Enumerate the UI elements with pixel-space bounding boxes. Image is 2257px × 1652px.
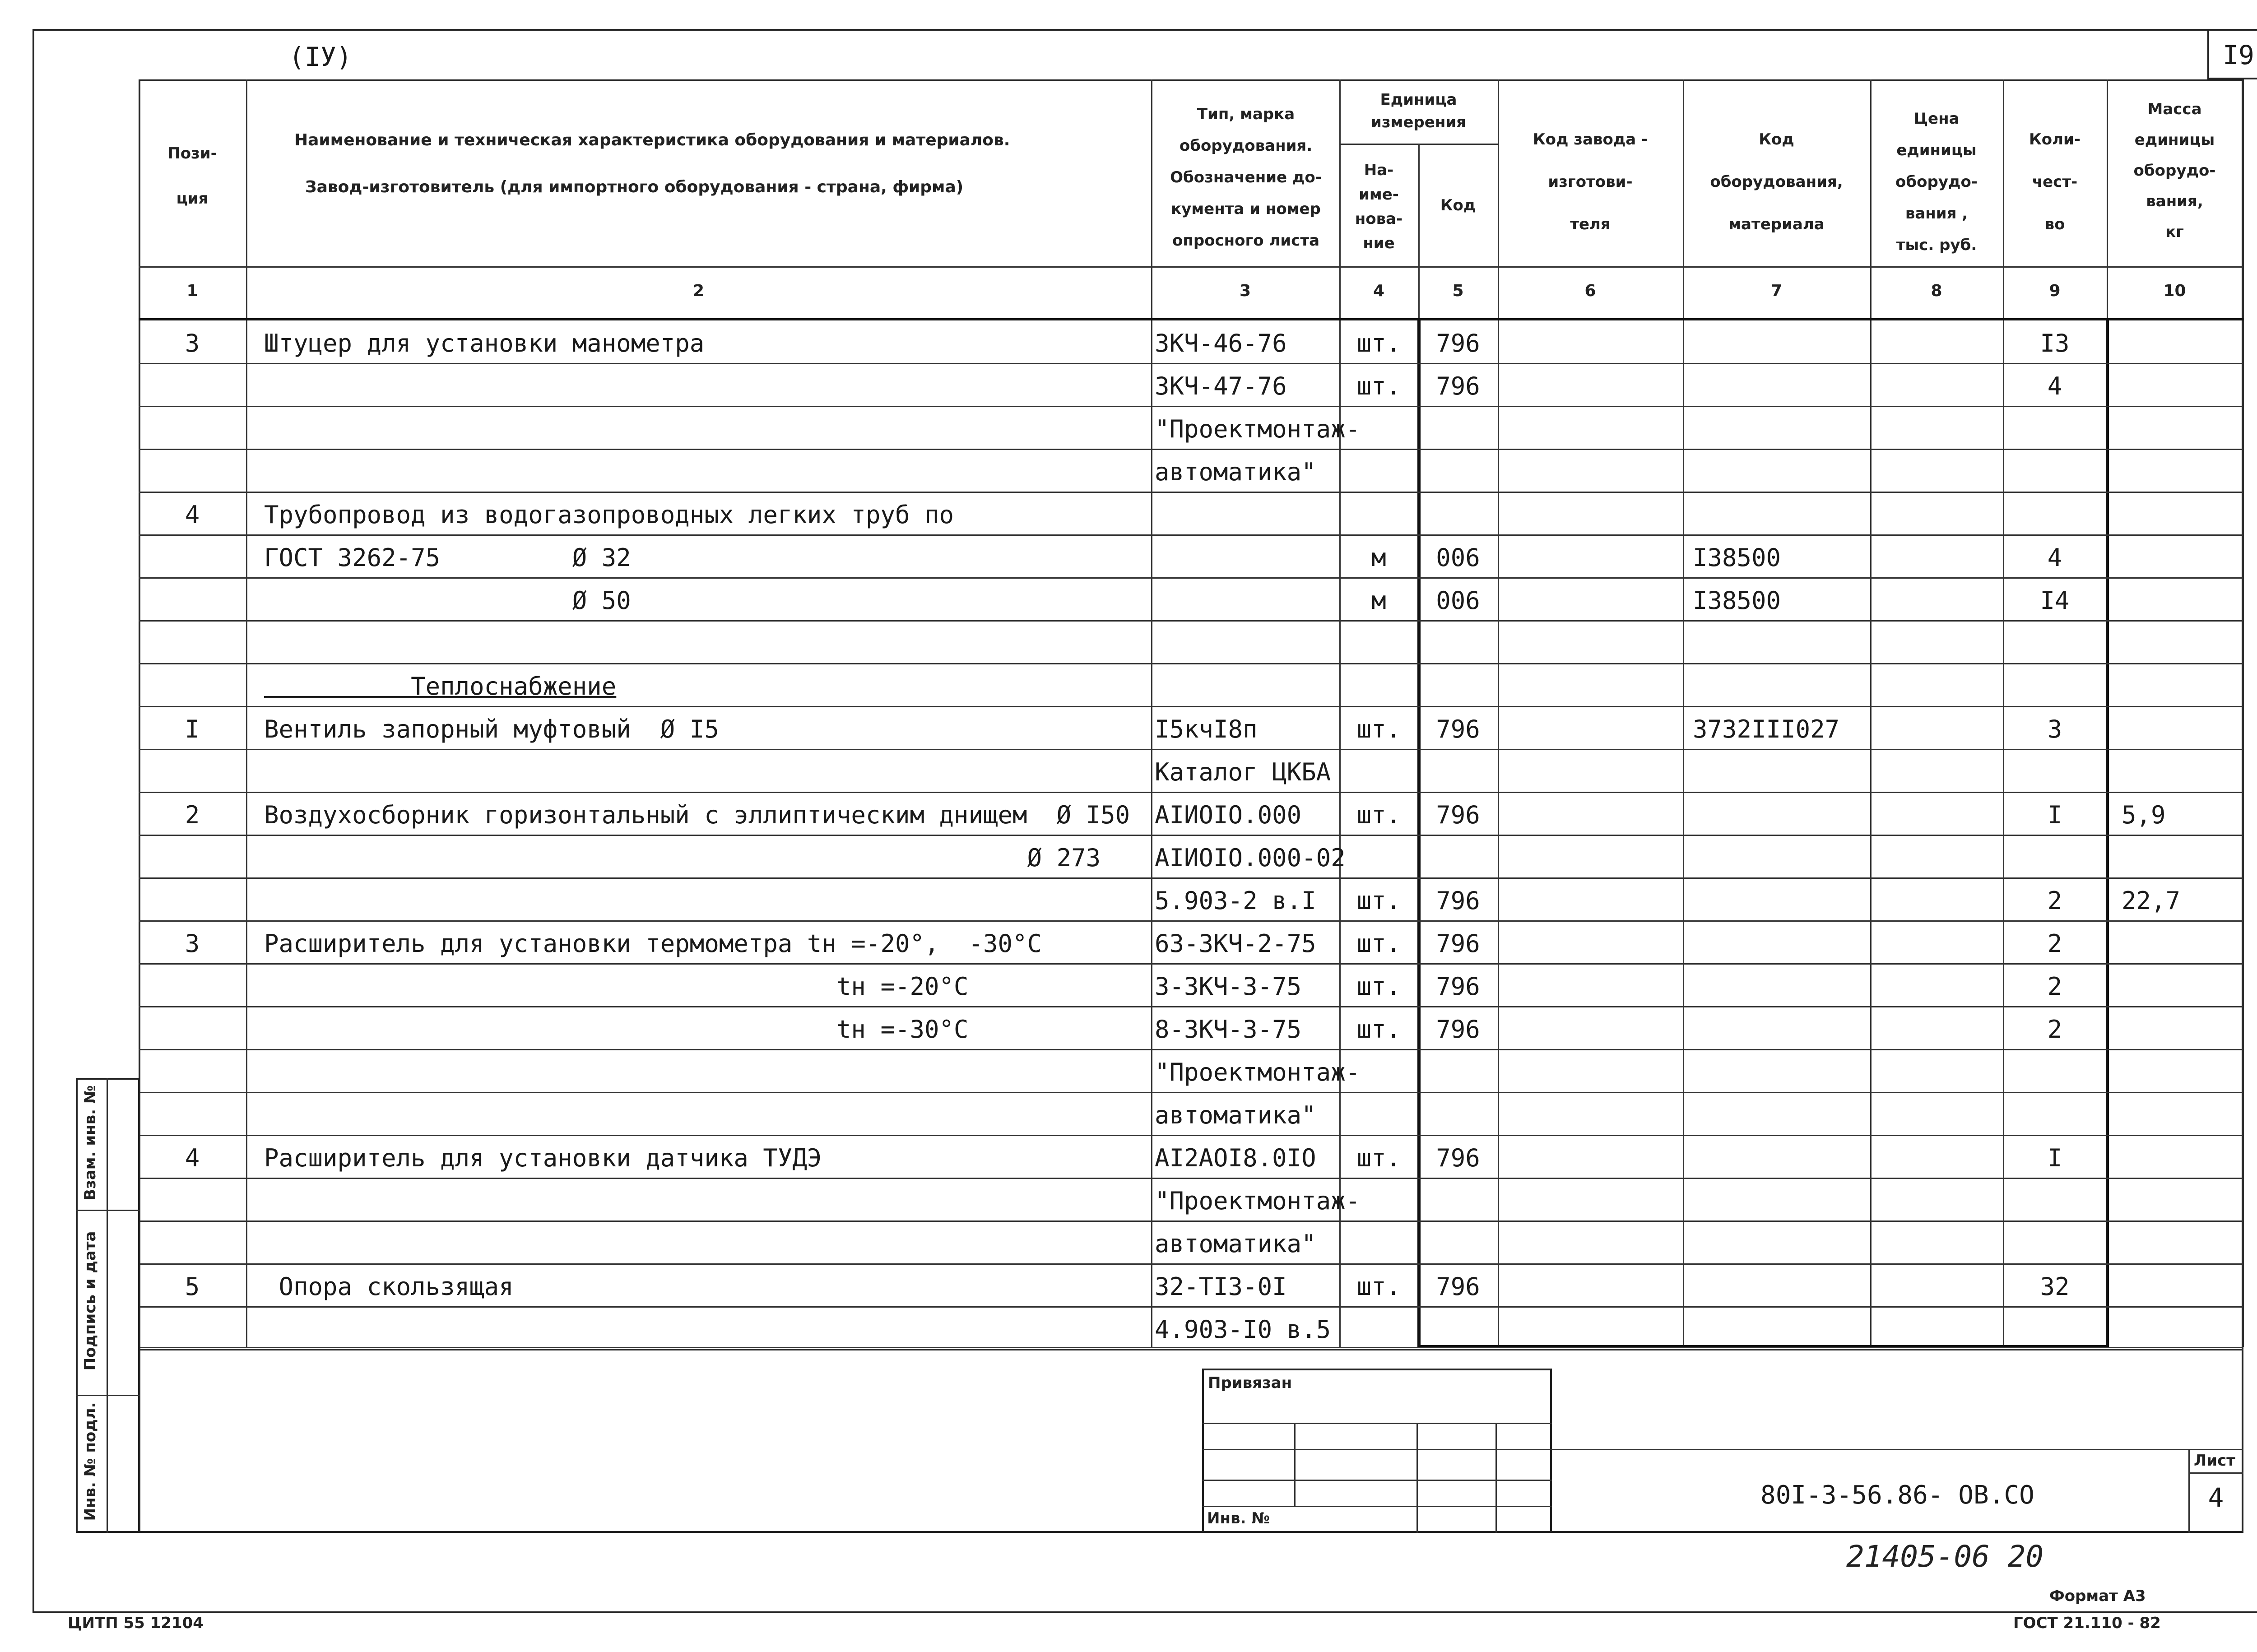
row-type: АIИОIO.000 <box>1155 801 1302 829</box>
row-qty: I3 <box>2040 329 2070 357</box>
attached-vline-1 <box>1294 1423 1296 1506</box>
row-name: Расширитель для установки датчика ТУДЭ <box>264 1144 822 1172</box>
side-stamp-vzam: Взам. инв. № <box>81 1085 99 1201</box>
row-name: Штуцер для установки манометра <box>264 329 705 357</box>
attached-label: Привязан <box>1208 1374 1292 1392</box>
row-type: автоматика" <box>1155 1230 1316 1258</box>
row-equip: 3732III027 <box>1693 715 1840 743</box>
section-mark: (IУ) <box>289 42 352 72</box>
row-name: Трубопровод из водогазопроводных легких труб по <box>264 501 954 529</box>
doc-code-top-line <box>1552 1449 2243 1450</box>
row-type: "Проектмонтаж- <box>1155 1058 1361 1086</box>
inv-no-label: Инв. № <box>1207 1509 1270 1527</box>
row-code: 796 <box>1436 329 1480 357</box>
header-col4: На- име- нова- ние <box>1355 161 1403 252</box>
row-code: 796 <box>1436 801 1480 829</box>
row-qty: 2 <box>2047 972 2062 1001</box>
col-line-9-bold <box>2106 319 2109 1347</box>
row-name: ГОСТ 3262-75 Ø 32 <box>264 543 631 572</box>
row-pos: 5 <box>185 1272 200 1301</box>
row-qty: 2 <box>2047 1015 2062 1044</box>
row-name: tн =-20°С <box>264 972 969 1001</box>
row-unit: шт. <box>1356 372 1401 400</box>
row-line <box>139 1135 2243 1136</box>
col-number-5: 5 <box>1452 282 1464 300</box>
row-line <box>139 1049 2243 1050</box>
row-line <box>139 706 2243 707</box>
col-number-4: 4 <box>1373 282 1385 300</box>
row-equip: I38500 <box>1693 586 1781 615</box>
header-col7: Код оборудования, материала <box>1710 130 1843 233</box>
row-unit: шт. <box>1356 801 1401 829</box>
row-qty: 3 <box>2047 715 2062 743</box>
sheet-label: Лист <box>2194 1452 2235 1470</box>
row-line <box>139 663 2243 664</box>
header-col9: Коли- чест- во <box>2029 130 2081 233</box>
row-line <box>139 1178 2243 1179</box>
row-type: АIИОIO.000-02 <box>1155 844 1346 872</box>
row-line <box>139 1006 2243 1007</box>
header-col6: Код завода - изготови- теля <box>1533 130 1648 233</box>
col-line-4-bold <box>1417 319 1421 1347</box>
row-code: 796 <box>1436 886 1480 915</box>
row-pos: 3 <box>185 329 200 357</box>
row-name: Теплоснабжение <box>264 672 617 701</box>
row-qty: 4 <box>2047 543 2062 572</box>
row-name: Воздухосборник горизонтальный с эллиптическим днищем Ø I50 <box>264 801 1130 829</box>
row-name: Расширитель для установки термометра tн =-20°, -30°С <box>264 929 1042 958</box>
row-unit: м <box>1371 543 1386 572</box>
row-qty: I4 <box>2040 586 2070 615</box>
row-equip: I38500 <box>1693 543 1781 572</box>
col-number-3: 3 <box>1239 282 1251 300</box>
row-type: I5кчI8п <box>1155 715 1258 743</box>
row-line <box>139 1306 2243 1308</box>
row-code: 796 <box>1436 1144 1480 1172</box>
row-name: tн =-30°С <box>264 1015 969 1044</box>
row-pos: 3 <box>185 929 200 958</box>
col-line-6 <box>1683 79 1684 1347</box>
row-unit: шт. <box>1356 329 1401 357</box>
col-line-10 <box>2243 79 2244 1347</box>
row-line <box>139 363 2243 364</box>
row-unit: шт. <box>1356 929 1401 958</box>
row-pos: I <box>185 715 200 743</box>
row-line <box>139 963 2243 965</box>
row-type: "Проектмонтаж- <box>1155 1187 1361 1215</box>
header-col3: Тип, марка оборудования. Обозначение до- кумента и номер опросного листа <box>1170 105 1322 250</box>
row-type: автоматика" <box>1155 1101 1316 1129</box>
header-col5: Код <box>1440 196 1476 214</box>
attached-block <box>1202 1369 1552 1533</box>
attached-vline-2 <box>1416 1423 1418 1533</box>
col-number-2: 2 <box>692 282 705 300</box>
row-mass: 22,7 <box>2122 886 2181 915</box>
row-line <box>139 749 2243 750</box>
row-code: 006 <box>1436 543 1480 572</box>
row-line <box>139 406 2243 407</box>
header-bottom-line <box>139 266 2243 268</box>
row-line <box>139 835 2243 836</box>
header-col1: Пози- ция <box>167 144 217 208</box>
row-type: 5.903-2 в.I <box>1155 886 1316 915</box>
row-line <box>139 1092 2243 1093</box>
row-type: 4.903-I0 в.5 <box>1155 1315 1331 1344</box>
row-line <box>139 792 2243 793</box>
side-stamp-podpis: Подпись и дата <box>81 1231 99 1371</box>
attached-line-3 <box>1202 1480 1552 1481</box>
row-qty: 2 <box>2047 929 2062 958</box>
numbers-bottom-line <box>139 318 2243 320</box>
header-unit-group: Единица измерения <box>1371 91 1466 131</box>
col-number-9: 9 <box>2049 282 2061 300</box>
row-line <box>139 492 2243 493</box>
row-unit: шт. <box>1356 886 1401 915</box>
page-number: I9 <box>2223 40 2254 70</box>
row-code: 796 <box>1436 1015 1480 1044</box>
row-qty: 2 <box>2047 886 2062 915</box>
gost-label: ГОСТ 21.110 - 82 <box>2013 1614 2161 1632</box>
row-line <box>139 577 2243 579</box>
row-line <box>139 1349 2243 1350</box>
col-number-8: 8 <box>1931 282 1942 300</box>
row-pos: 2 <box>185 801 200 829</box>
row-line <box>139 920 2243 922</box>
row-code: 796 <box>1436 1272 1480 1301</box>
row-type: 8-3КЧ-3-75 <box>1155 1015 1302 1044</box>
row-unit: шт. <box>1356 972 1401 1001</box>
row-type: 3-3КЧ-3-75 <box>1155 972 1302 1001</box>
row-line <box>139 1220 2243 1222</box>
row-mass: 5,9 <box>2122 801 2166 829</box>
row-qty: 4 <box>2047 372 2062 400</box>
attached-vline-3 <box>1495 1423 1497 1533</box>
side-stamp-inv-podl: Инв. № подл. <box>81 1402 99 1521</box>
body-bottom-line <box>139 1347 2243 1348</box>
row-type: АI2АОI8.0IO <box>1155 1144 1316 1172</box>
header-col10: Масса единицы оборудо- вания, кг <box>2133 100 2216 241</box>
side-stamp-divider <box>107 1078 108 1533</box>
col-number-7: 7 <box>1770 282 1783 300</box>
col-number-6: 6 <box>1584 282 1596 300</box>
row-line <box>139 877 2243 879</box>
row-line <box>139 534 2243 536</box>
row-code: 796 <box>1436 929 1480 958</box>
sheet-box-divider <box>2188 1472 2243 1474</box>
col-line-7 <box>1870 79 1872 1347</box>
col-line-1 <box>246 79 247 1347</box>
row-unit: шт. <box>1356 1015 1401 1044</box>
row-type: Каталог ЦКБА <box>1155 758 1331 786</box>
row-unit: шт. <box>1356 1144 1401 1172</box>
row-pos: 4 <box>185 501 200 529</box>
row-type: 63-3КЧ-2-75 <box>1155 929 1316 958</box>
row-type: "Проектмонтаж- <box>1155 415 1361 443</box>
sheet-number: 4 <box>2208 1482 2224 1513</box>
row-qty: 32 <box>2040 1272 2070 1301</box>
citp-label: ЦИТП 55 12104 <box>68 1614 204 1632</box>
row-unit: шт. <box>1356 715 1401 743</box>
row-pos: 4 <box>185 1144 200 1172</box>
row-unit: м <box>1371 586 1386 615</box>
col-line-2 <box>1151 79 1152 1347</box>
row-code: 796 <box>1436 372 1480 400</box>
row-code: 796 <box>1436 715 1480 743</box>
row-code: 006 <box>1436 586 1480 615</box>
row-name: Ø 50 <box>264 586 631 615</box>
row-code: 796 <box>1436 972 1480 1001</box>
row-qty: I <box>2047 1144 2062 1172</box>
row-line <box>139 1263 2243 1265</box>
row-type: 32-TI3-0I <box>1155 1272 1287 1301</box>
row-line <box>139 620 2243 622</box>
row-name: Вентиль запорный муфтовый Ø I5 <box>264 715 719 743</box>
row-line <box>139 449 2243 450</box>
format-label: Формат А3 <box>2049 1587 2146 1605</box>
header-col8: Цена единицы оборудо- вания , тыс. руб. <box>1895 110 1978 254</box>
header-col2-line1: Наименование и техническая характеристика оборудования и материалов. <box>294 131 1010 149</box>
row-type: автоматика" <box>1155 458 1316 486</box>
row-unit: шт. <box>1356 1272 1401 1301</box>
col-line-5 <box>1498 79 1499 1347</box>
attached-line-2 <box>1202 1449 1552 1450</box>
header-col2-line2: Завод-изготовитель (для импортного оборудования - страна, фирма) <box>305 178 964 196</box>
attached-line-1 <box>1202 1423 1552 1424</box>
row-type: 3КЧ-47-76 <box>1155 372 1287 400</box>
attached-line-4 <box>1202 1506 1552 1507</box>
unit-group-line <box>1339 144 1498 145</box>
col-number-10: 10 <box>2163 282 2186 300</box>
row-type: 3КЧ-46-76 <box>1155 329 1287 357</box>
row-qty: I <box>2047 801 2062 829</box>
col-number-1: 1 <box>186 282 198 300</box>
handwritten-inventory: 21405-06 20 <box>1846 1539 2044 1574</box>
row-name: Опора скользящая <box>264 1272 514 1301</box>
doc-code: 80I-3-56.86- ОВ.СО <box>1760 1480 2034 1510</box>
row-name: Ø 273 <box>264 844 1101 872</box>
